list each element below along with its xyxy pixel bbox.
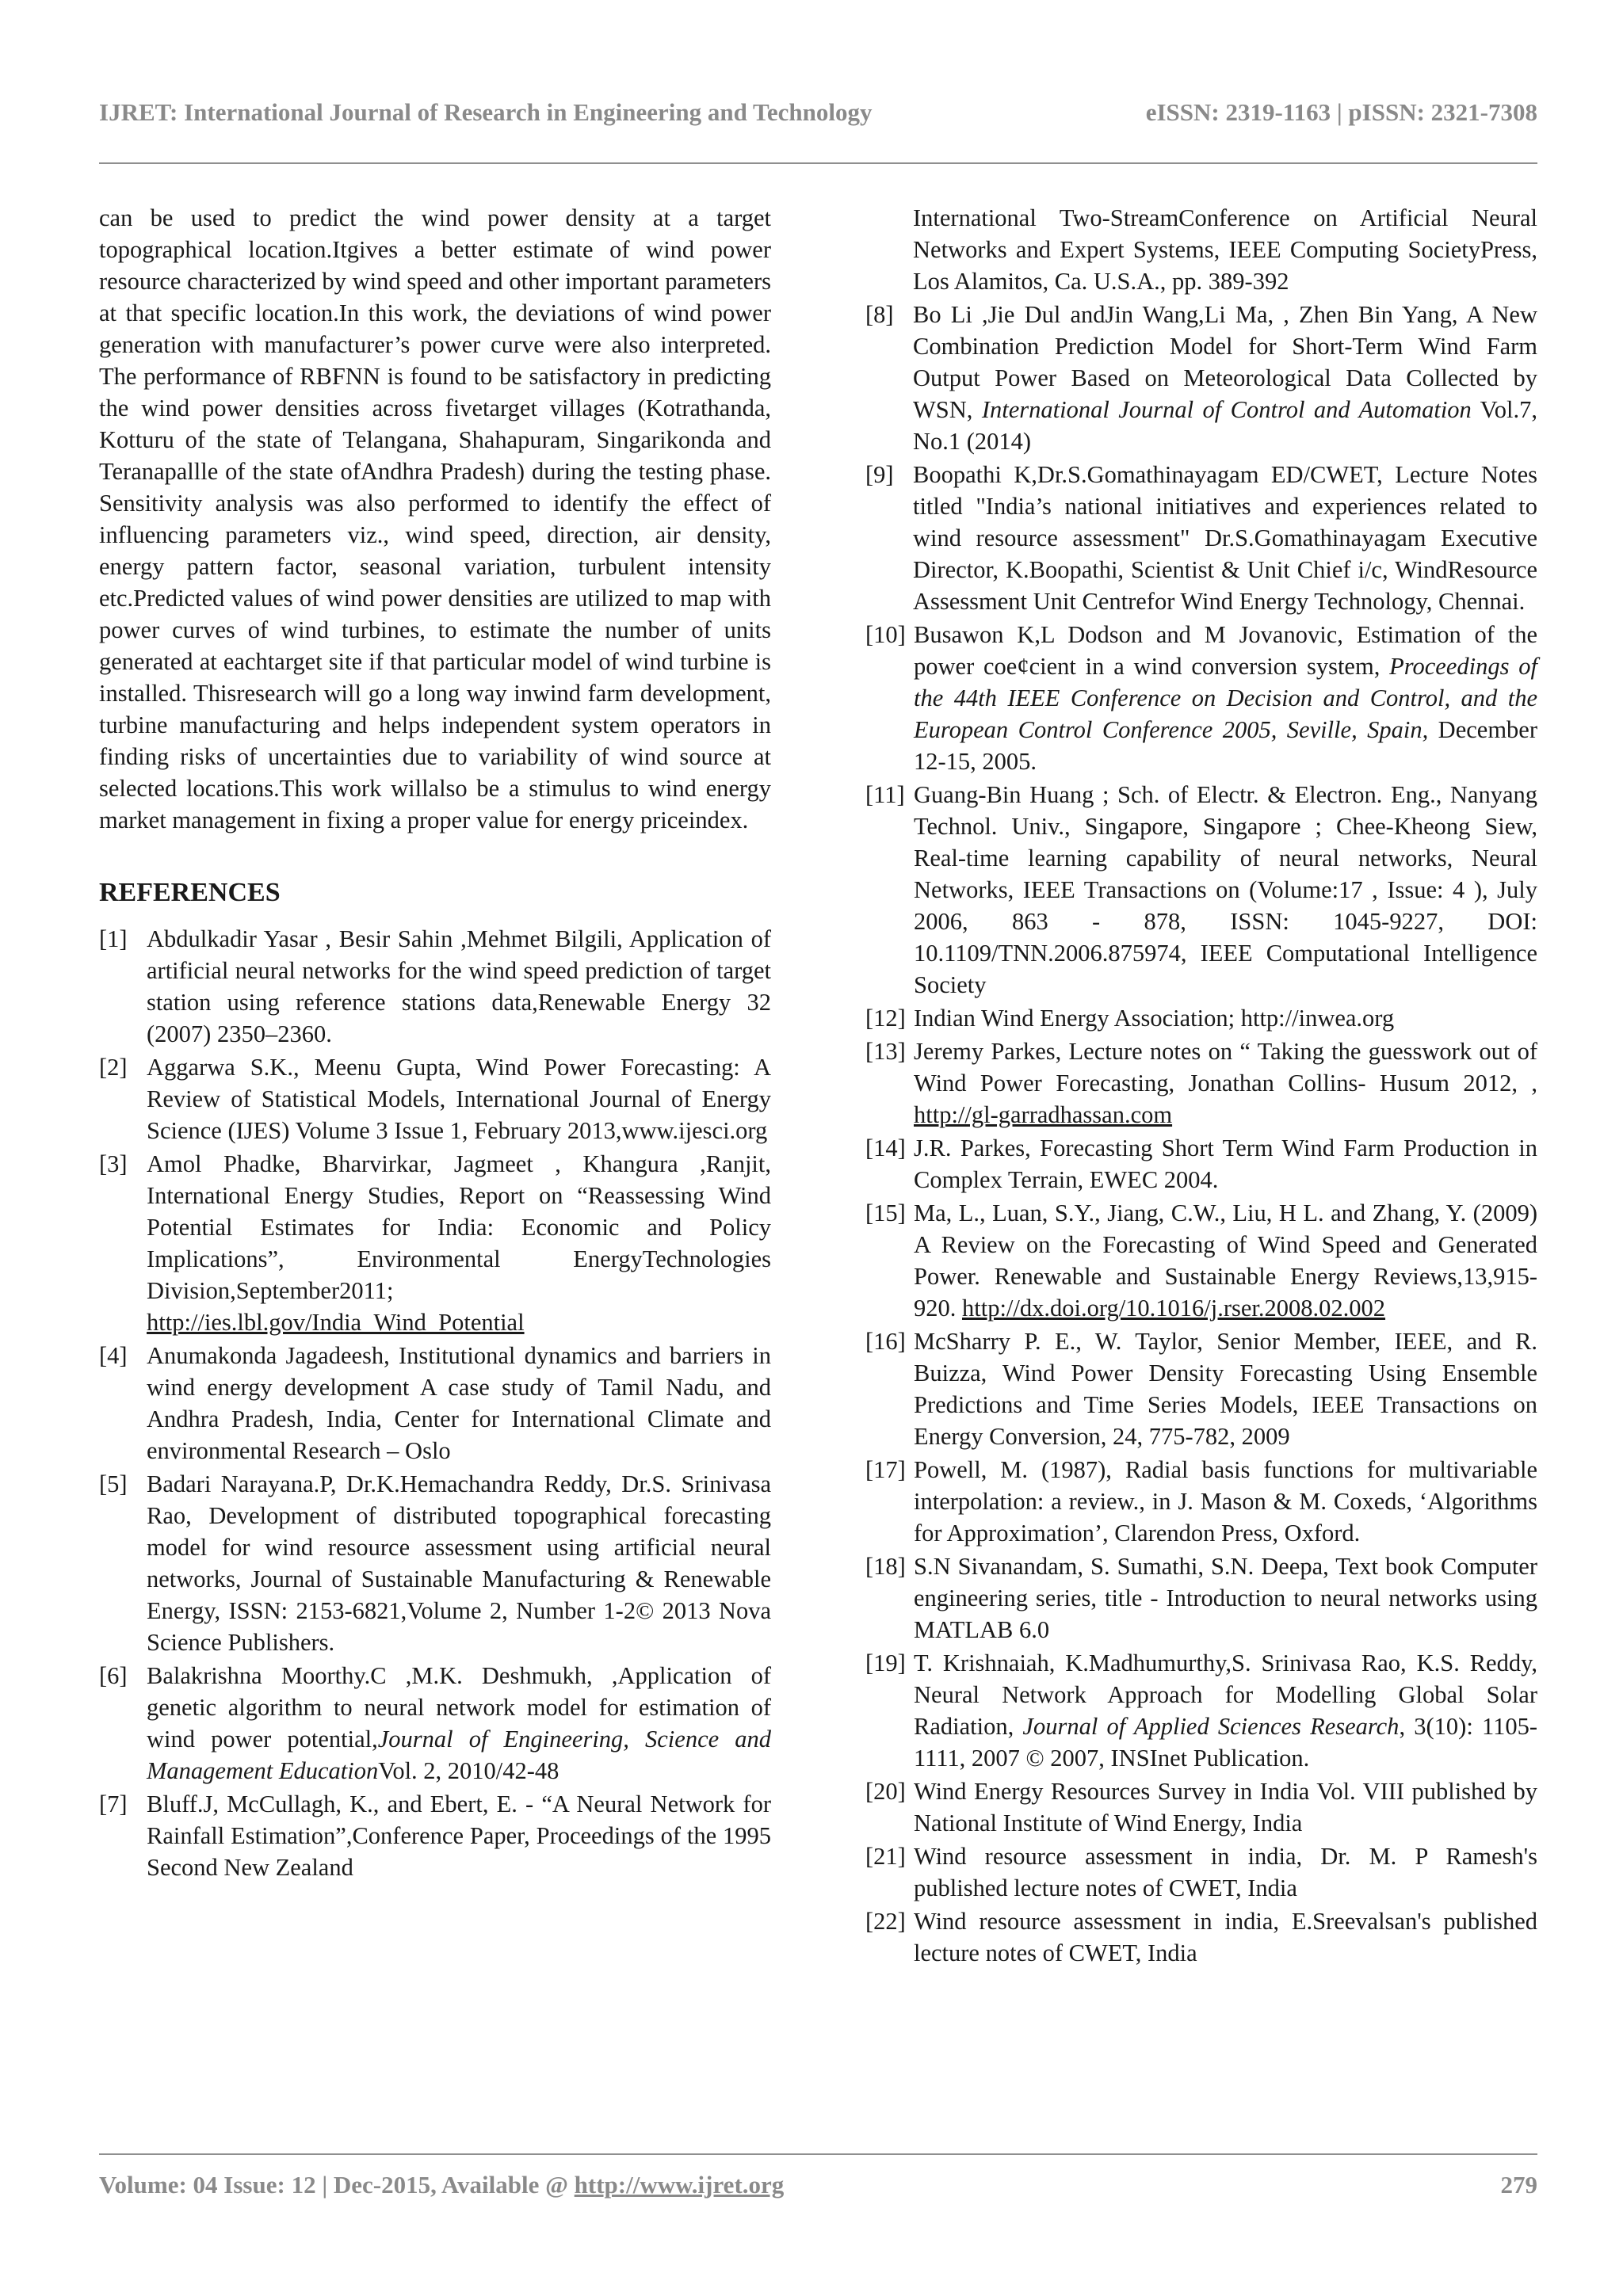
reference-text: Amol Phadke, Bharvirkar, Jagmeet , Khangura ,Ranjit, International Energy Studies, Report on “Reassessing Wind Potential Estimates for India: Economic and Policy Implications”, Environmental EnergyTechnologies Division,September2011; http://ies.lbl.gov/India_Wind_Potential xyxy=(147,1150,771,1336)
reference-text: S.N Sivanandam, S. Sumathi, S.N. Deepa, Text book Computer engineering series, title - Introduction to neural networks using MATLAB 6.0 xyxy=(914,1553,1537,1643)
reference-text: Busawon K,L Dodson and M Jovanovic, Estimation of the power coe¢cient in a wind conversion system, Proceedings of the 44th IEEE Conference on Decision and Control, and the European Control Conference 2005, Seville, Spain, December 12-15, 2005. xyxy=(914,621,1537,775)
reference-text: J.R. Parkes, Forecasting Short Term Wind Farm Production in Complex Terrain, EWEC 2004. xyxy=(914,1135,1537,1193)
reference-number: [6] xyxy=(99,1662,128,1689)
reference-11 xyxy=(865,779,1537,1001)
reference-text: Powell, M. (1987), Radial basis functions for multivariable interpolation: a review., in J. Mason & M. Coxeds, ‘Algorithms for Approximation’, Clarendon Press, Oxford. xyxy=(914,1456,1537,1547)
reference-text: T. Krishnaiah, K.Madhumurthy,S. Srinivasa Rao, K.S. Reddy, Neural Network Approach for Modelling Global Solar Radiation, Journal of Applied Sciences Research, 3(10): 1105-1111, 2007 © 2007, INSInet Publication. xyxy=(914,1650,1538,1772)
right-column xyxy=(865,202,1537,1970)
reference-text: Balakrishna Moorthy.C ,M.K. Deshmukh, ,Application of genetic algorithm to neural network model for estimation of wind power potential,Journal of Engineering, Science and Management EducationVol. 2, 2010/42-48 xyxy=(147,1662,771,1784)
reference-text: Badari Narayana.P, Dr.K.Hemachandra Reddy, Dr.S. Srinivasa Rao, Development of distributed topographical forecasting model for wind resource assessment using artificial neural networks, Journal of Sustainable Manufacturing & Renewable Energy, ISSN: 2153-6821,Volume 2, Number 1-2© 2013 Nova Science Publishers. xyxy=(147,1470,771,1656)
reference-10 xyxy=(865,619,1537,777)
journal-name: Proceedings of the 44th IEEE Conference on Decision and Control, and the European Control Conference 2005, Seville, Spain, xyxy=(914,653,1537,743)
page-header xyxy=(99,98,1537,130)
reference-number: [15] xyxy=(865,1199,906,1226)
footer-volume: Volume: 04 Issue: 12 | Dec-2015, Available @ http://www.ijret.org xyxy=(99,2171,785,2199)
reference-text: Bo Li ,Jie Dul andJin Wang,Li Ma, , Zhen Bin Yang, A New Combination Prediction Model for Short-Term Wind Farm Output Power Based on Meteorological Data Collected by WSN, International Journal of Control and Automation Vol.7, No.1 (2014) xyxy=(913,301,1537,455)
reference-text: Ma, L., Luan, S.Y., Jiang, C.W., Liu, H L. and Zhang, Y. (2009) A Review on the Forecasting of Wind Speed and Generated Power. Renewable and Sustainable Energy Reviews,13,915-920. http://dx.doi.org/10.1016/j.rser.2008.02.002 xyxy=(914,1199,1537,1322)
reference-number: [9] xyxy=(865,461,894,488)
references-heading: REFERENCES xyxy=(99,878,281,907)
reference-13 xyxy=(865,1035,1537,1131)
footer-divider xyxy=(99,2153,1537,2155)
reference-16 xyxy=(865,1325,1537,1452)
reference-text: McSharry P. E., W. Taylor, Senior Member, IEEE, and R. Buizza, Wind Power Density Forecasting Using Ensemble Predictions and Time Series Models, IEEE Transactions on Energy Conversion, 24, 775-782, 2009 xyxy=(914,1328,1537,1450)
reference-12 xyxy=(865,1002,1537,1034)
reference-18 xyxy=(865,1550,1537,1646)
reference-19 xyxy=(865,1647,1537,1774)
reference-number: [12] xyxy=(865,1005,906,1032)
reference-number: [10] xyxy=(865,621,906,648)
reference-3 xyxy=(99,1148,771,1338)
reference-number: [7] xyxy=(99,1791,128,1817)
page-footer xyxy=(99,2171,1537,2206)
reference-22 xyxy=(865,1905,1537,1969)
reference-number: [16] xyxy=(865,1328,906,1355)
reference-number: [14] xyxy=(865,1135,906,1161)
reference-7-continuation: International Two-StreamConference on Artificial Neural Networks and Expert Systems, IEEE Computing SocietyPress, Los Alamitos, Ca. U.S.A., pp. 389-392 xyxy=(913,204,1537,295)
reference-15 xyxy=(865,1197,1537,1324)
reference-4 xyxy=(99,1340,771,1466)
reference-text: Jeremy Parkes, Lecture notes on “ Taking the guesswork out of Wind Power Forecasting, Jonathan Collins- Husum 2012, , http://gl-garradhassan.com xyxy=(914,1038,1537,1128)
reference-text: Wind resource assessment in india, E.Sreevalsan's published lecture notes of CWET, India xyxy=(914,1908,1537,1966)
reference-8 xyxy=(865,299,1537,457)
reference-text: Bluff.J, McCullagh, K., and Ebert, E. - “A Neural Network for Rainfall Estimation”,Conference Paper, Proceedings of the 1995 Second New Zealand xyxy=(147,1791,771,1881)
reference-number: [22] xyxy=(865,1908,906,1935)
reference-number: [19] xyxy=(865,1650,906,1676)
body-paragraph: can be used to predict the wind power density at a target topographical location.Itgives a better estimate of wind power resource characterized by wind speed and other important parameters at that specific location.In this work, the deviations of wind power generation with manufacturer’s power curve were also interpreted. The performance of RBFNN is found to be satisfactory in predicting the wind power densities across fivetarget villages (Kotrathanda, Kotturu of the state of Telangana, Shahapuram, Singarikonda and Teranapallle of the state ofAndhra Pradesh) during the testing phase. Sensitivity analysis was also performed to identify the effect of influencing parameters viz., wind speed, direction, air density, energy pattern factor, seasonal variation, turbulent intensity etc.Predicted values of wind power densities are utilized to map with power curves of wind turbines, to estimate the number of units generated at eachtarget site if that particular model of wind turbine is installed. Thisresearch will go a long way inwind farm development, turbine manufacturing and helps independent system operators in finding risks of uncertainties due to variability of wind source at selected locations.This work willalso be a stimulus to wind energy market management in fixing a proper value for energy priceindex. xyxy=(99,204,771,833)
reference-text: Wind resource assessment in india, Dr. M. P Ramesh's published lecture notes of CWET, India xyxy=(914,1843,1537,1901)
footer-url-link[interactable]: http://www.ijret.org xyxy=(574,2171,785,2199)
reference-number: [18] xyxy=(865,1553,906,1580)
reference-20 xyxy=(865,1775,1537,1839)
reference-text: Aggarwa S.K., Meenu Gupta, Wind Power Forecasting: A Review of Statistical Models, International Journal of Energy Science (IJES) Volume 3 Issue 1, February 2013,www.ijesci.org xyxy=(147,1054,771,1144)
reference-number: [8] xyxy=(865,301,894,328)
reference-number: [1] xyxy=(99,925,128,952)
reference-link[interactable]: http://ies.lbl.gov/India_Wind_Potential xyxy=(147,1309,525,1336)
reference-text: Wind Energy Resources Survey in India Vol. VIII published by National Institute of Wind Energy, India xyxy=(914,1778,1537,1836)
issn-text: eISSN: 2319-1163 | pISSN: 2321-7308 xyxy=(1145,98,1537,126)
reference-number: [13] xyxy=(865,1038,906,1065)
reference-number: [2] xyxy=(99,1054,128,1081)
reference-number: [5] xyxy=(99,1470,128,1497)
reference-2 xyxy=(99,1051,771,1146)
reference-9 xyxy=(865,459,1537,617)
reference-number: [11] xyxy=(865,781,905,808)
reference-17 xyxy=(865,1454,1537,1549)
reference-text: Guang-Bin Huang ; Sch. of Electr. & Electron. Eng., Nanyang Technol. Univ., Singapore, Singapore ; Chee-Kheong Siew, Real-time learning capability of neural networks, Neural Networks, IEEE Transactions on (Volume:17 , Issue: 4 ), July 2006, 863 - 878, ISSN: 1045-9227, DOI: 10.1109/TNN.2006.875974, IEEE Computational Intelligence Society xyxy=(914,781,1537,998)
reference-14 xyxy=(865,1132,1537,1196)
journal-name: International Journal of Control and Automation xyxy=(981,396,1472,423)
left-column xyxy=(99,202,771,1885)
reference-text: Indian Wind Energy Association; http://inwea.org xyxy=(914,1005,1395,1032)
reference-1 xyxy=(99,923,771,1050)
reference-7 xyxy=(99,1788,771,1883)
header-divider xyxy=(99,162,1537,164)
reference-6 xyxy=(99,1660,771,1787)
reference-text: Anumakonda Jagadeesh, Institutional dynamics and barriers in wind energy development A case study of Tamil Nadu, and Andhra Pradesh, India, Center for International Climate and environmental Research – Oslo xyxy=(147,1342,771,1464)
reference-21 xyxy=(865,1840,1537,1904)
reference-number: [20] xyxy=(865,1778,906,1805)
reference-number: [21] xyxy=(865,1843,906,1870)
reference-text: Abdulkadir Yasar , Besir Sahin ,Mehmet Bilgili, Application of artificial neural networks for the wind speed prediction of target station using reference stations data,Renewable Energy 32 (2007) 2350–2360. xyxy=(147,925,771,1047)
journal-name: Journal of Applied Sciences Research xyxy=(1022,1713,1400,1740)
reference-link[interactable]: http://gl-garradhassan.com xyxy=(914,1101,1173,1128)
reference-number: [4] xyxy=(99,1342,128,1369)
reference-number: [3] xyxy=(99,1150,128,1177)
journal-title: IJRET: International Journal of Research in Engineering and Technology xyxy=(99,98,873,126)
page-number: 279 xyxy=(1500,2171,1537,2199)
reference-number: [17] xyxy=(865,1456,906,1483)
reference-link[interactable]: http://dx.doi.org/10.1016/j.rser.2008.02.002 xyxy=(962,1295,1386,1322)
reference-5 xyxy=(99,1468,771,1658)
reference-text: Boopathi K,Dr.S.Gomathinayagam ED/CWET, Lecture Notes titled "India’s national initiatives and experiences related to wind resource assessment" Dr.S.Gomathinayagam Executive Director, K.Boopathi, Scientist & Unit Chief i/c, WindResource Assessment Unit Centrefor Wind Energy Technology, Chennai. xyxy=(913,461,1537,615)
journal-name: Journal of Engineering, Science and Management Education xyxy=(147,1726,771,1784)
